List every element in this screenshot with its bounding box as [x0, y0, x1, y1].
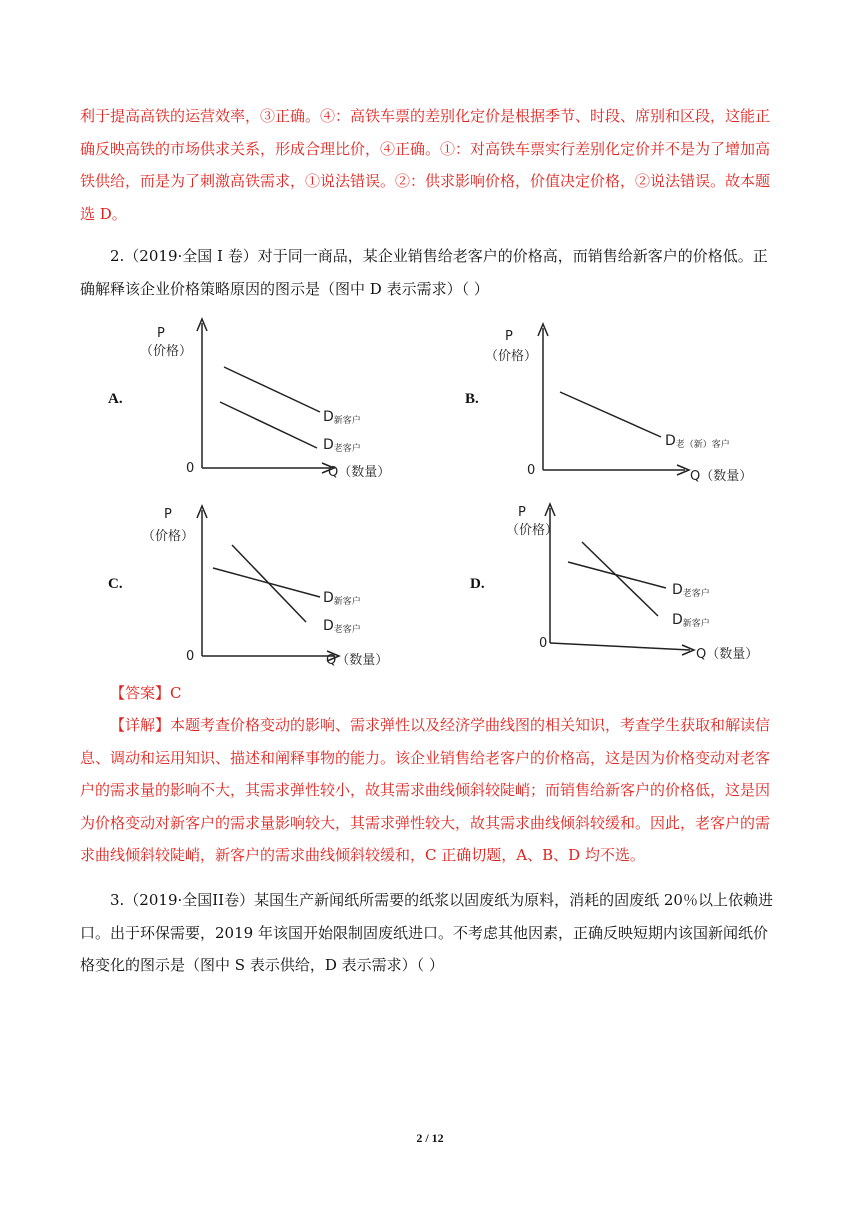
graph-d-p-label: P	[518, 505, 526, 520]
answer-line	[80, 677, 782, 710]
graph-c-p-label: P	[164, 507, 172, 522]
graph-a-p-label: P	[157, 326, 165, 341]
graph-a-curve-new-label: D新客户	[323, 409, 361, 426]
graph-c-p-sub: （价格）	[142, 529, 195, 544]
graph-a-curve-old-label: D老客户	[323, 437, 361, 454]
graph-b-p-sub: （价格）	[485, 349, 538, 364]
graph-b-p-label: P	[505, 329, 513, 344]
graph-d-x-axis	[550, 643, 690, 650]
intro-explanation: 利于提高高铁的运营效率，③正确。④：高铁车票的差别化定价是根据季节、时段、席别和区段，这能正确反映高铁的市场供求关系，形成合理比价，④正确。①：对高铁车票实行差别化定价并不是为了增加高铁供给，而是为了刺激高铁需求，①说法错误。②：供求影响价格，价值决定价格，②说法错误。故本题选 D。	[80, 107, 771, 223]
detail-text: 本题考查价格变动的影响、需求弹性以及经济学曲线图的相关知识，考查学生获取和解读信息、调动和运用知识、描述和阐释事物的能力。该企业销售给老客户的价格高，这是因为价格变动对老客户的需求量的影响不大，其需求弹性较小，故其需求曲线倾斜较陡峭；而销售给新客户的价格低，这是因为价格变动对新客户的需求量影响较大，其需求弹性较大，故其需求曲线倾斜较缓和。因此，老客户的需求曲线倾斜较陡峭，新客户的需求曲线倾斜较缓和，C 正确切题，A、B、D 均不选。	[80, 716, 771, 864]
option-a-label: A.	[108, 391, 123, 407]
graph-d-p-sub: （价格）	[506, 523, 559, 538]
graph-d-origin: 0	[539, 636, 548, 651]
graph-b	[485, 322, 775, 492]
graph-c-curve-old	[232, 545, 306, 622]
graph-d	[490, 500, 780, 670]
graph-a-p-sub: （价格）	[140, 344, 193, 359]
graph-c-q-label: Q（数量）	[326, 653, 389, 668]
option-d-label: D.	[470, 576, 485, 592]
graph-b-origin: 0	[527, 463, 536, 478]
graph-a-curve-old	[220, 402, 317, 448]
graph-c	[140, 502, 430, 672]
graph-a	[140, 315, 391, 490]
graph-c-curve-new	[213, 568, 320, 597]
graph-d-curve-old	[568, 562, 666, 588]
answer-value: C	[170, 684, 182, 702]
graph-d-curve-old-label: D老客户	[672, 582, 710, 599]
graph-d-q-label: Q（数量）	[696, 647, 759, 662]
graph-c-curve-new-label: D新客户	[323, 590, 361, 607]
detail-tag: 【详解】	[110, 716, 171, 734]
graph-b-q-label: Q（数量）	[690, 469, 753, 484]
option-c-label: C.	[108, 576, 123, 592]
graph-a-origin: 0	[186, 461, 195, 476]
graph-d-curve-new	[582, 542, 658, 616]
option-b-label: B.	[465, 391, 479, 407]
graph-c-origin: 0	[186, 649, 195, 664]
question-2-stem: 2.（2019·全国 I 卷）对于同一商品，某企业销售给老客户的价格高，而销售给新客户的价格低。正确解释该企业价格策略原因的图示是（图中 D 表示需求）（ ）	[80, 247, 768, 298]
graph-a-q-label: Q（数量）	[328, 465, 391, 480]
page-number: 2 / 12	[416, 1131, 444, 1145]
graph-c-curve-old-label: D老客户	[323, 618, 361, 635]
detail-paragraph	[80, 709, 782, 872]
graph-b-curve-label: D老（新）客户	[665, 433, 730, 450]
graph-d-curve-new-label: D新客户	[672, 612, 710, 629]
question-3-stem: 3.（2019·全国II卷）某国生产新闻纸所需要的纸浆以固废纸为原料，消耗的固废纸 20％以上依赖进口。出于环保需要，2019 年该国开始限制固废纸进口。不考虑其他因素，正确反映短期内该国新闻纸价格变化的图示是（图中 S 表示供给，D 表示需求）（ ）	[80, 891, 773, 974]
answer-tag: 【答案】	[110, 684, 171, 702]
graph-b-curve	[560, 392, 661, 437]
graph-a-curve-new	[224, 367, 320, 412]
